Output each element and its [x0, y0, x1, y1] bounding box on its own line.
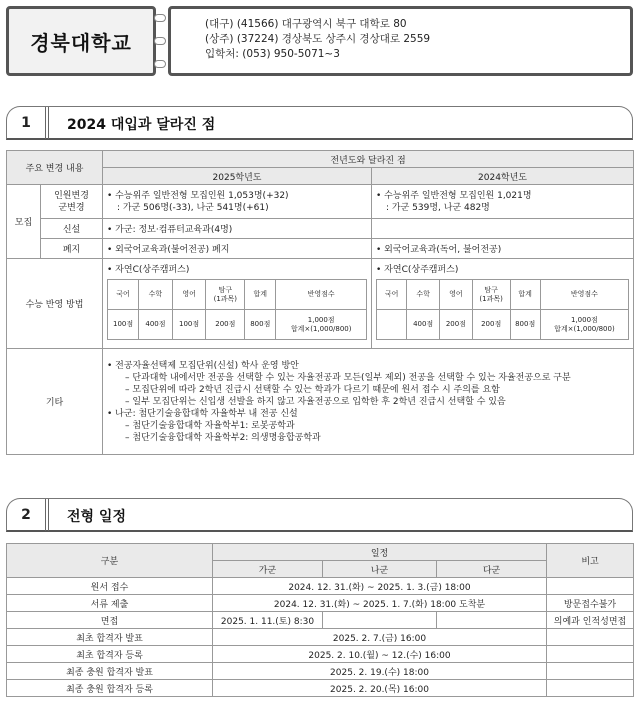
ring-icon: [154, 60, 166, 68]
etc-line: – 단과대학 내에서만 전공을 선택할 수 있는 자율전공과 모든(일부 제외) 전공을 선택할 수 있는 자율전공으로 구분: [125, 372, 571, 383]
address-sangju: (상주) (37224) 경상북도 상주시 경상대로 2559: [205, 33, 431, 45]
section-title: 2024 대입과 달라진 점: [67, 117, 216, 133]
schedule-note: [547, 629, 634, 646]
etc-line: • 나군: 첨단기술융합대학 자율학부 내 전공 신설: [107, 408, 298, 419]
header-main-changes: 주요 변경 내용: [7, 151, 103, 185]
contact-info-box: [168, 6, 633, 76]
schedule-label: 최종 충원 합격자 발표: [7, 663, 213, 680]
address-daegu: (대구) (41566) 대구광역시 북구 대학로 80: [205, 18, 407, 30]
quota-2025-line2: : 가군 506명(-33), 나군 541명(+61): [117, 202, 269, 213]
schedule-label: 최초 합격자 등록: [7, 646, 213, 663]
csat-header-total: 합계: [510, 280, 540, 310]
csat-header-korean: 국어: [108, 280, 139, 310]
csat-2024-korean: [377, 310, 407, 340]
schedule-note: [547, 646, 634, 663]
schedule-label: 최종 충원 합격자 등록: [7, 680, 213, 697]
schedule-note: [547, 663, 634, 680]
university-logo-box: [6, 6, 156, 76]
abolish-2025: • 외국어교육과(불어전공) 폐지: [103, 239, 372, 259]
quota-2024-line2: : 가군 539명, 나군 482명: [386, 202, 490, 213]
schedule-value: 2025. 1. 11.(토) 8:30: [213, 612, 323, 629]
new-2024-empty: [372, 219, 634, 239]
quota-2025-line1: • 수능위주 일반전형 모집인원 1,053명(+32): [107, 190, 289, 201]
csat-header-score: 반영점수: [276, 280, 367, 310]
section-title: 전형 일정: [67, 509, 126, 525]
section-1-title-bar: [6, 106, 633, 140]
csat-2024-total: 800점: [510, 310, 540, 340]
csat-2024-inquiry: 200점: [472, 310, 510, 340]
schedule-empty: [323, 612, 437, 629]
schedule-note: [547, 578, 634, 595]
csat-2025-total: 800점: [245, 310, 276, 340]
schedule-value: 2024. 12. 31.(화) ~ 2025. 1. 3.(금) 18:00: [213, 578, 547, 595]
schedule-note: 방문접수불가: [547, 595, 634, 612]
csat-header-math: 수학: [407, 280, 440, 310]
university-name: 경북대학교: [30, 30, 132, 55]
csat-header-english: 영어: [440, 280, 473, 310]
schedule-value: 2024. 12. 31.(화) ~ 2025. 1. 7.(화) 18:00 도착분: [213, 595, 547, 612]
etc-line: • 전공자율선택제 모집단위(신설) 학사 운영 방안: [107, 360, 299, 371]
header-compare: 전년도와 달라진 점: [103, 151, 634, 168]
schedule-empty: [437, 612, 547, 629]
schedule-value: 2025. 2. 10.(월) ~ 12.(수) 16:00: [213, 646, 547, 663]
new-2025: • 가군: 정보·컴퓨터교육과(4명): [103, 219, 372, 239]
csat-header-total: 합계: [245, 280, 276, 310]
ring-icon: [154, 37, 166, 45]
csat-2025-table: [107, 279, 367, 340]
header-da: 다군: [437, 561, 547, 578]
section-number: 2: [7, 499, 49, 531]
csat-header-inquiry: 탐구 (1과목): [206, 280, 245, 310]
header-schedule: 일정: [213, 544, 547, 561]
csat-2024-title: • 자연C(상주캠퍼스): [376, 265, 459, 275]
csat-label: 수능 반영 방법: [7, 259, 103, 349]
etc-label: 기타: [7, 349, 103, 455]
schedule-table: [6, 543, 634, 697]
csat-header-inquiry: 탐구 (1과목): [472, 280, 510, 310]
csat-2025-korean: 100점: [108, 310, 139, 340]
schedule-label: 면접: [7, 612, 213, 629]
admissions-phone: 입학처: (053) 950-5071~3: [205, 48, 340, 60]
etc-line: – 첨단기술융합대학 자율학부1: 로봇공학과: [125, 420, 295, 431]
etc-line: – 일부 모집단위는 신입생 선발을 하지 않고 자율전공으로 입학한 후 2학년 진급시 선택할 수 있음: [125, 396, 506, 407]
section-number: 1: [7, 107, 49, 139]
csat-2024-english: 200점: [440, 310, 473, 340]
ring-icon: [154, 14, 166, 22]
csat-header-score: 반영점수: [540, 280, 628, 310]
schedule-note: [547, 680, 634, 697]
csat-2025-title: • 자연C(상주캠퍼스): [107, 265, 190, 275]
schedule-value: 2025. 2. 7.(금) 16:00: [213, 629, 547, 646]
header-2024: 2024학년도: [372, 168, 634, 185]
recruit-label: 모집: [7, 185, 41, 259]
schedule-label: 원서 접수: [7, 578, 213, 595]
quota-2024-line1: • 수능위주 일반전형 모집인원 1,021명: [376, 190, 532, 201]
changes-table: [6, 150, 634, 455]
abolish-label: 폐지: [41, 239, 103, 259]
header-na: 나군: [323, 561, 437, 578]
header-ga: 가군: [213, 561, 323, 578]
header-2025: 2025학년도: [103, 168, 372, 185]
schedule-value: 2025. 2. 19.(수) 18:00: [213, 663, 547, 680]
csat-header-math: 수학: [139, 280, 173, 310]
csat-header-english: 영어: [172, 280, 206, 310]
quota-label: 인원변경 군변경: [41, 185, 103, 219]
abolish-2024: • 외국어교육과(독어, 불어전공): [372, 239, 634, 259]
schedule-label: 서류 제출: [7, 595, 213, 612]
schedule-label: 최초 합격자 발표: [7, 629, 213, 646]
csat-header-korean: 국어: [377, 280, 407, 310]
header-type: 구분: [7, 544, 213, 578]
etc-line: – 첨단기술융합대학 자율학부2: 의생명융합공학과: [125, 432, 321, 443]
new-label: 신설: [41, 219, 103, 239]
csat-2024-table: [376, 279, 629, 340]
csat-2025-score: 1,000점 합계×(1,000/800): [276, 310, 367, 340]
csat-2025-english: 100점: [172, 310, 206, 340]
csat-2025-inquiry: 200점: [206, 310, 245, 340]
header-note: 비고: [547, 544, 634, 578]
csat-2024-math: 400점: [407, 310, 440, 340]
csat-2025-math: 400점: [139, 310, 173, 340]
section-2-title-bar: [6, 498, 633, 532]
csat-2024-score: 1,000점 합계×(1,000/800): [540, 310, 628, 340]
header: [6, 6, 633, 78]
etc-line: – 모집단위에 따라 2학년 진급시 선택할 수 있는 학과가 다르기 때문에 원서 접수 시 주의를 요함: [125, 384, 500, 395]
schedule-note: 의예과 인적성면접: [547, 612, 634, 629]
schedule-value: 2025. 2. 20.(목) 16:00: [213, 680, 547, 697]
